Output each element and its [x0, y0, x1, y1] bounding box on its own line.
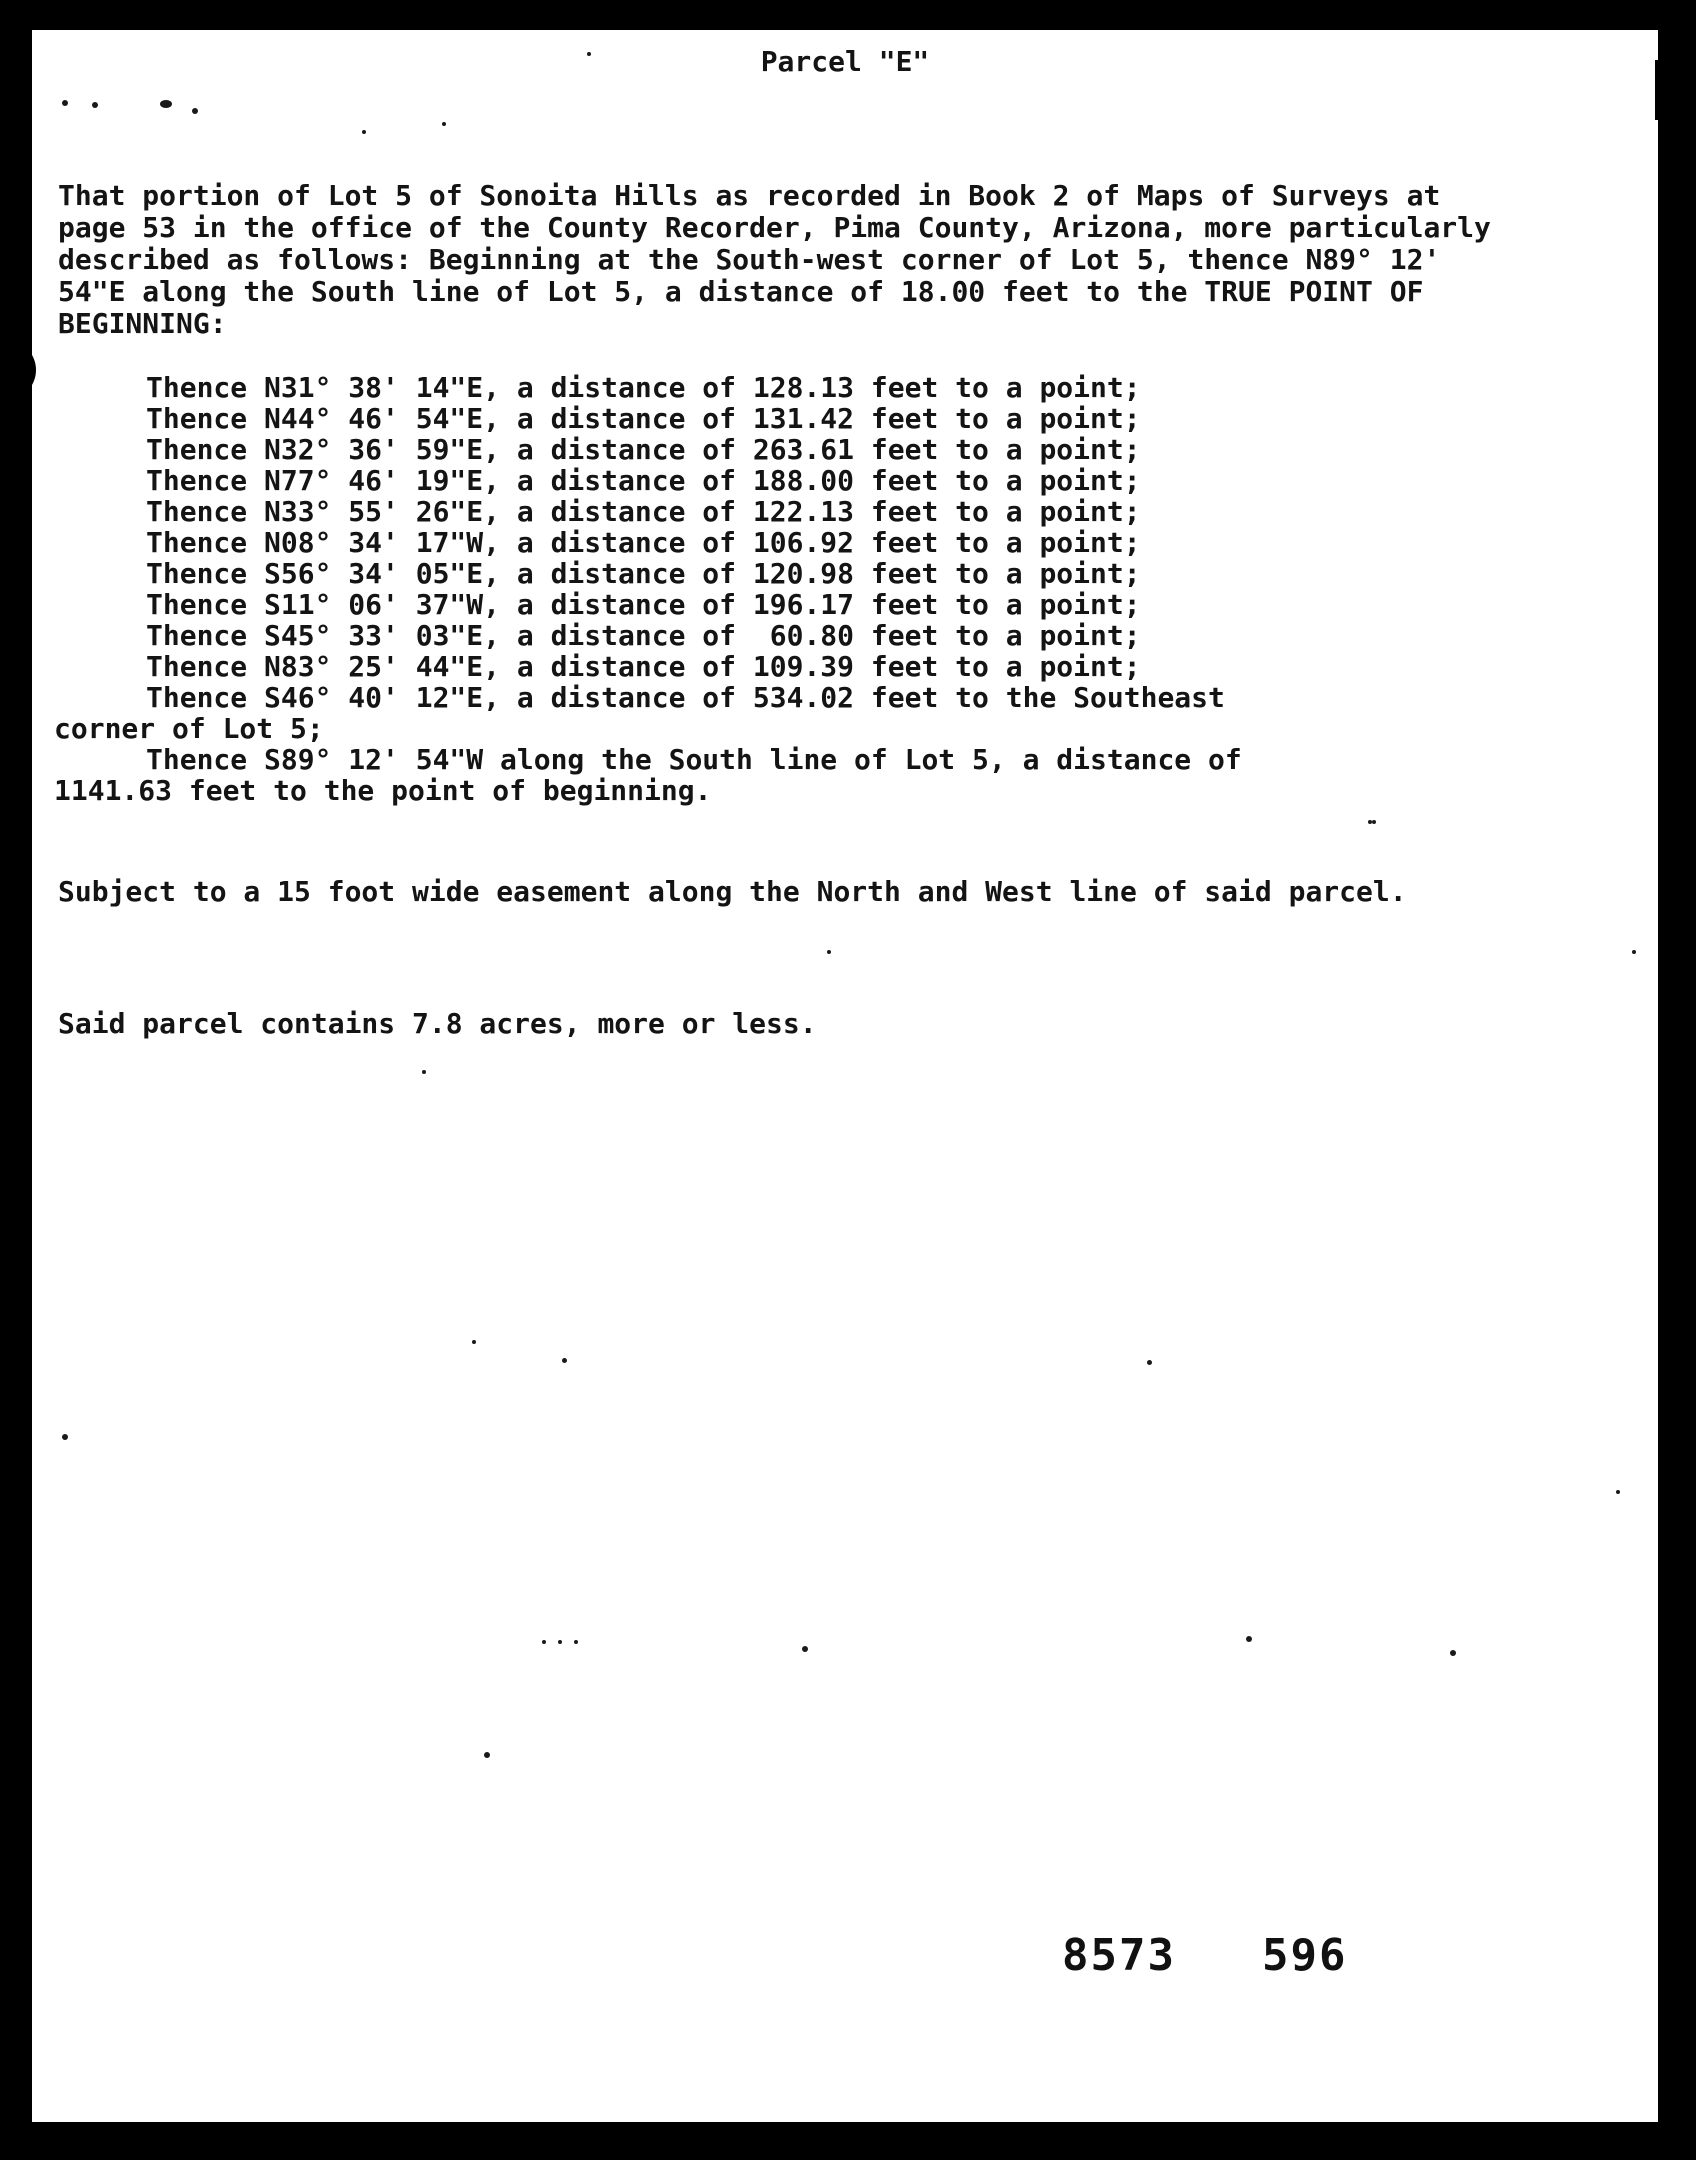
- course-line: Thence N08° 34' 17"W, a distance of 106.92 feet to a point;: [146, 526, 1141, 559]
- scan-speck: [574, 1640, 578, 1644]
- scan-speck: [1632, 950, 1636, 954]
- acreage-paragraph: Said parcel contains 7.8 acres, more or less.: [58, 1007, 817, 1040]
- scan-speck: [542, 1640, 546, 1644]
- scan-speck: [1616, 1490, 1620, 1494]
- scan-speck: [160, 100, 172, 108]
- scan-speck: [422, 1070, 426, 1074]
- course-line: Thence N44° 46' 54"E, a distance of 131.42 feet to a point;: [146, 402, 1141, 435]
- scan-speck: [1450, 1650, 1456, 1656]
- scan-speck: [92, 102, 98, 108]
- scan-edge-mark: [0, 340, 36, 400]
- page-number-left: 8573: [1062, 1930, 1176, 1981]
- scan-speck: [1147, 1360, 1152, 1365]
- page-title: Parcel "E": [760, 45, 930, 78]
- scan-speck: [1246, 1636, 1252, 1642]
- scan-speck: [587, 52, 591, 56]
- scan-speck: [62, 1434, 68, 1440]
- scan-speck: [558, 1640, 562, 1644]
- scan-speck: [62, 100, 68, 106]
- scan-speck: [827, 950, 831, 954]
- survey-courses-list: [54, 372, 1554, 806]
- easement-paragraph: Subject to a 15 foot wide easement along the North and West line of said parcel.: [58, 875, 1407, 908]
- course-line: Thence N77° 46' 19"E, a distance of 188.00 feet to a point;: [146, 464, 1141, 497]
- course-line-continuation: corner of Lot 5;: [54, 712, 324, 745]
- scan-speck: [192, 108, 198, 114]
- page-number-right: 596: [1262, 1930, 1348, 1981]
- document-body: [32, 30, 1658, 2122]
- scan-speck: [362, 130, 366, 134]
- scan-speck: [1368, 820, 1372, 824]
- legal-description-paragraph: That portion of Lot 5 of Sonoita Hills as recorded in Book 2 of Maps of Surveys at page 53 in the office of the County Recorder, Pima County, Arizona, more particularly described as follows: Beginning at the South-west corner of Lot 5, thence N89° 12' 54"E along the South line of Lot 5, a distance of 18.00 feet to the TRUE POINT OF BEGINNING:: [58, 179, 1508, 340]
- course-line: Thence N33° 55' 26"E, a distance of 122.13 feet to a point;: [146, 495, 1141, 528]
- scan-edge-mark: [1655, 60, 1696, 120]
- course-line: Thence S45° 33' 03"E, a distance of 60.80 feet to a point;: [146, 619, 1141, 652]
- course-line: Thence S46° 40' 12"E, a distance of 534.02 feet to the Southeast: [146, 681, 1225, 714]
- course-line: Thence N31° 38' 14"E, a distance of 128.13 feet to a point;: [146, 371, 1141, 404]
- scan-speck: [1372, 820, 1376, 824]
- scan-speck: [442, 122, 446, 126]
- course-line: Thence S11° 06' 37"W, a distance of 196.17 feet to a point;: [146, 588, 1141, 621]
- course-line: Thence N32° 36' 59"E, a distance of 263.61 feet to a point;: [146, 433, 1141, 466]
- course-line: Thence S56° 34' 05"E, a distance of 120.98 feet to a point;: [146, 557, 1141, 590]
- course-line: Thence S89° 12' 54"W along the South line of Lot 5, a distance of: [146, 743, 1242, 776]
- scan-speck: [484, 1752, 490, 1758]
- scan-speck: [472, 1340, 476, 1344]
- scan-speck: [802, 1646, 808, 1652]
- course-line-continuation: 1141.63 feet to the point of beginning.: [54, 774, 712, 807]
- scan-speck: [562, 1358, 567, 1363]
- document-page: [32, 30, 1658, 2122]
- course-line: Thence N83° 25' 44"E, a distance of 109.39 feet to a point;: [146, 650, 1141, 683]
